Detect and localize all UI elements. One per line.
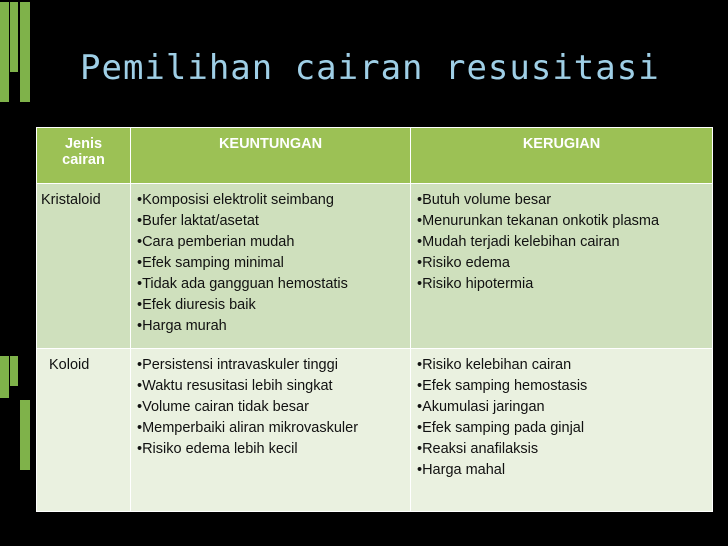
- list-item: •Waktu resusitasi lebih singkat: [137, 378, 333, 394]
- list-item: •Bufer laktat/asetat: [137, 213, 259, 229]
- kerugian-cell: [411, 349, 713, 512]
- kerugian-cell: [411, 184, 713, 349]
- list-item: •Menurunkan tekanan onkotik plasma: [417, 213, 660, 229]
- list-item: •Reaksi anafilaksis: [417, 441, 539, 457]
- header-kerugian: KERUGIAN: [411, 128, 713, 184]
- keuntungan-cell: [131, 184, 411, 349]
- header-keuntungan: KEUNTUNGAN: [131, 128, 411, 184]
- decor-bar: [10, 2, 18, 72]
- list-item: •Risiko kelebihan cairan: [417, 357, 572, 373]
- list-item: •Butuh volume besar: [417, 192, 552, 208]
- list-item: •Risiko edema: [417, 255, 510, 271]
- table-header-row: [37, 128, 713, 184]
- decor-bar: [0, 2, 9, 102]
- list-item: •Volume cairan tidak besar: [137, 399, 309, 415]
- comparison-table: [36, 127, 713, 512]
- slide-title: Pemilihan cairan resusitasi: [80, 48, 660, 88]
- list-item: •Persistensi intravaskuler tinggi: [137, 357, 338, 373]
- list-item: •Efek samping hemostasis: [417, 378, 588, 394]
- row-label: Koloid: [37, 349, 131, 512]
- list-item: •Tidak ada gangguan hemostatis: [137, 276, 348, 292]
- list-item: •Komposisi elektrolit seimbang: [137, 192, 334, 208]
- header-jenis-cairan: Jenis cairan: [37, 128, 131, 184]
- table-row: [37, 349, 713, 512]
- decor-bar: [10, 356, 18, 386]
- list-item: •Harga mahal: [417, 462, 506, 478]
- list-item: •Harga murah: [137, 318, 227, 334]
- list-item: •Efek diuresis baik: [137, 297, 256, 313]
- keuntungan-cell: [131, 349, 411, 512]
- row-label: Kristaloid: [37, 184, 131, 349]
- table-row: [37, 184, 713, 349]
- list-item: •Risiko hipotermia: [417, 276, 534, 292]
- decor-bar: [20, 400, 30, 470]
- decor-bar: [20, 2, 30, 102]
- list-item: •Memperbaiki aliran mikrovaskuler: [137, 420, 359, 436]
- decor-bar: [0, 356, 9, 398]
- list-item: •Mudah terjadi kelebihan cairan: [417, 234, 620, 250]
- list-item: •Cara pemberian mudah: [137, 234, 295, 250]
- list-item: •Efek samping pada ginjal: [417, 420, 585, 436]
- list-item: •Efek samping minimal: [137, 255, 284, 271]
- list-item: •Akumulasi jaringan: [417, 399, 545, 415]
- list-item: •Risiko edema lebih kecil: [137, 441, 298, 457]
